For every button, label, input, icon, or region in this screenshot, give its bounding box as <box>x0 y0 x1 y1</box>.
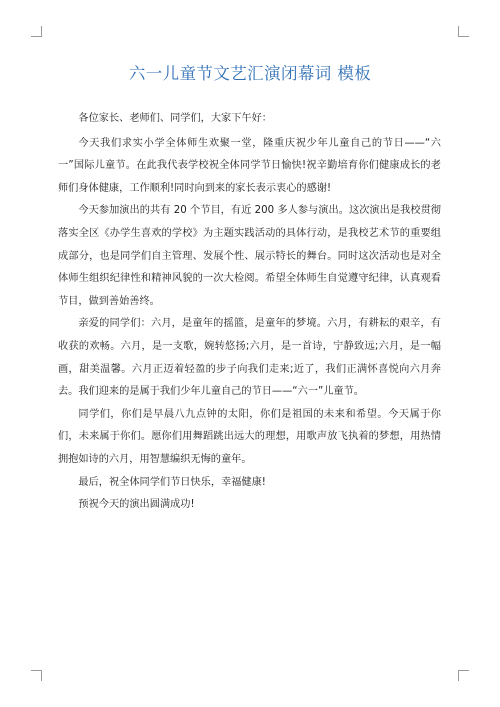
page-corner-mark-bottom-left <box>31 670 42 681</box>
body-paragraph: 今天参加演出的共有 20 个节目，有近 200 多人参与演出。这次演出是我校贯彻落实全区《办学生喜欢的学校》为主题实践活动的具体行动，是我校艺术节的重要组成部分，也是同学们自主管理、发展个性、展示特长的舞台。同时这次活动也是对全体师生组织纪律性和精神风貌的一次大检阅。希望全体师生自觉遵守纪律，认真观看节目，做到善始善终。 <box>58 205 441 307</box>
page-corner-mark-top-right <box>458 26 469 37</box>
document-body <box>58 108 441 517</box>
body-paragraph: 同学们，你们是早晨八九点钟的太阳，你们是祖国的未来和希望。今天属于你们，未来属于你们。愿你们用舞蹈跳出远大的理想，用歌声放飞执着的梦想，用热情拥抱如诗的六月，用智慧编织无悔的童年。 <box>58 408 441 465</box>
salutation-paragraph: 各位家长、老师们、同学们，大家下午好： <box>78 113 272 124</box>
closing-final-paragraph: 预祝今天的演出圆满成功! <box>78 499 195 511</box>
body-paragraph: 亲爱的同学们：六月，是童年的摇篮，是童年的梦境。六月，有耕耘的艰辛，有收获的欢畅。六月，是一支歌，婉转悠扬;六月，是一首诗，宁静致远;六月，是一幅画，甜美温馨。六月正迈着轻盈的步子向我们走来;近了，我们正满怀喜悦向六月奔去。我们迎来的是属于我们少年儿童自己的节日——“六一”儿童节。 <box>58 318 441 398</box>
closing-wishes-paragraph: 最后，祝全体同学们节日快乐，幸福健康! <box>78 476 266 488</box>
body-paragraph: 今天我们求实小学全体师生欢聚一堂，隆重庆祝少年儿童自己的节日——“六一”国际儿童节。在此我代表学校祝全体同学节日愉快!祝辛勤培育你们健康成长的老师们身体健康，工作顺利!同时向到来的家长表示衷心的感谢! <box>58 137 441 194</box>
page-corner-mark-top-left <box>31 26 42 37</box>
document-title: 六一儿童节文艺汇演闭幕词 模板 <box>128 64 372 83</box>
page-corner-mark-bottom-right <box>458 670 469 681</box>
